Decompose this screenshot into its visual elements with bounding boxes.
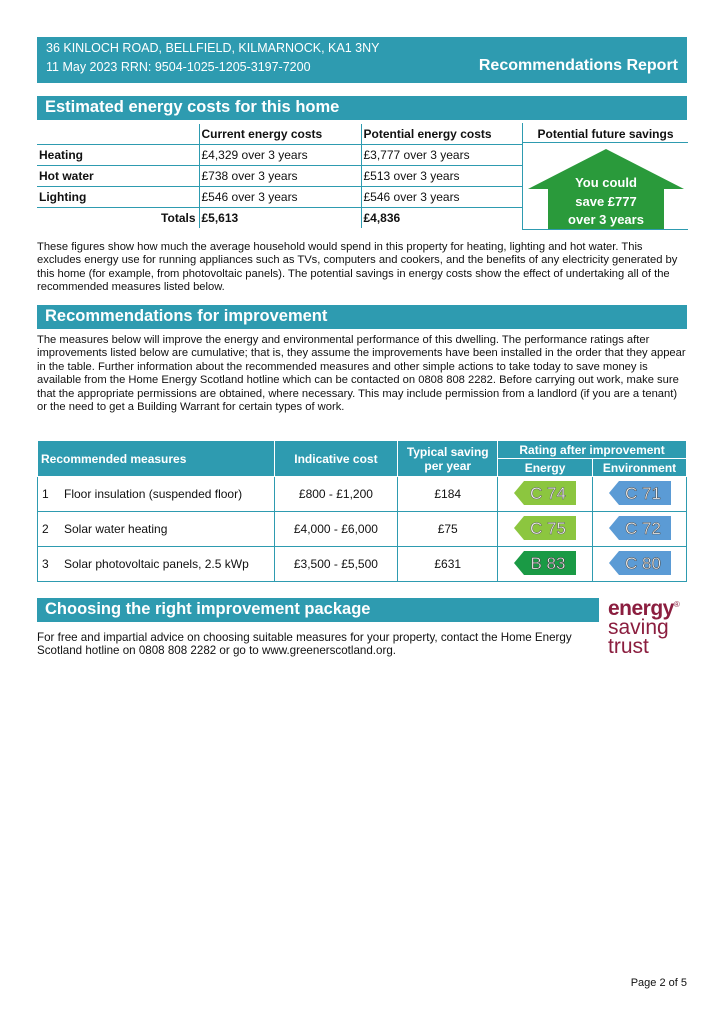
costs-section-title-text: Estimated energy costs for this home bbox=[45, 98, 340, 116]
measure-name: Solar photovoltaic panels, 2.5 kWp bbox=[64, 557, 249, 571]
total-potential: £4,836 bbox=[361, 208, 522, 229]
table-row bbox=[38, 547, 687, 582]
environment-rating-text: C 71 bbox=[624, 483, 661, 503]
table-row bbox=[37, 145, 522, 166]
row-label: Heating bbox=[37, 145, 199, 166]
recommendations-section-title-text: Recommendations for improvement bbox=[45, 307, 328, 325]
energy-rating-text: C 74 bbox=[530, 483, 567, 503]
costs-explanation: These figures show how much the average household would spend in this property for heating, lighting and hot water. This excludes energy use for running appliances such as TVs, computers and cookers, and the benefits of any electricity generated by this home (for example, from photovoltaic panels). The potential savings in energy costs show the effect of undertaking all of the recommended measures listed below. bbox=[37, 241, 678, 294]
col-energy-header: Energy bbox=[498, 459, 593, 477]
row-label: Hot water bbox=[37, 166, 199, 187]
current-cost: £4,329 over 3 years bbox=[199, 145, 361, 166]
table-row bbox=[37, 187, 522, 208]
potential-cost: £513 over 3 years bbox=[361, 166, 522, 187]
report-header bbox=[37, 37, 687, 83]
indicative-cost: £4,000 - £6,000 bbox=[274, 512, 398, 547]
environment-rating-text: C 80 bbox=[624, 553, 661, 573]
environment-rating-badge bbox=[609, 481, 671, 505]
energy-rating-text: C 75 bbox=[530, 518, 567, 538]
col-cost-header: Indicative cost bbox=[274, 441, 398, 477]
table-row bbox=[38, 477, 687, 512]
potential-cost: £546 over 3 years bbox=[361, 187, 522, 208]
page-number: Page 2 of 5 bbox=[630, 977, 687, 989]
potential-cost: £3,777 over 3 years bbox=[361, 145, 522, 166]
indicative-cost: £800 - £1,200 bbox=[274, 477, 398, 512]
energy-saving-trust-logo bbox=[608, 595, 679, 656]
totals-label: Totals bbox=[37, 208, 199, 229]
energy-rating-badge bbox=[514, 481, 576, 505]
environment-rating-badge bbox=[609, 516, 671, 540]
current-cost: £546 over 3 years bbox=[199, 187, 361, 208]
savings-line-2: save £777 bbox=[575, 194, 637, 209]
col-environment-header: Environment bbox=[593, 459, 687, 477]
logo-registered: ® bbox=[673, 600, 680, 609]
typical-saving: £75 bbox=[398, 512, 498, 547]
table-row bbox=[38, 512, 687, 547]
indicative-cost: £3,500 - £5,500 bbox=[274, 547, 398, 582]
savings-line-3: over 3 years bbox=[568, 212, 644, 227]
choosing-section-title bbox=[37, 598, 599, 622]
logo-line-2: saving bbox=[608, 616, 669, 639]
col-current-header: Current energy costs bbox=[199, 124, 361, 145]
measure-number: 3 bbox=[42, 557, 49, 571]
savings-header: Potential future savings bbox=[537, 127, 674, 141]
choosing-section-title-text: Choosing the right improvement package bbox=[45, 600, 371, 618]
measure-number: 2 bbox=[42, 522, 49, 536]
typical-saving: £184 bbox=[398, 477, 498, 512]
logo-line-3: trust bbox=[608, 635, 649, 658]
report-title: Recommendations Report bbox=[478, 57, 678, 74]
measure-number: 1 bbox=[42, 487, 49, 501]
recommendations-section-title bbox=[37, 305, 687, 329]
potential-savings-box bbox=[522, 123, 688, 230]
house-arrow-icon bbox=[528, 149, 684, 229]
savings-line-1: You could bbox=[575, 175, 637, 190]
environment-rating-badge bbox=[609, 551, 671, 575]
date-rrn: 11 May 2023 RRN: 9504-1025-1205-3197-7200 bbox=[46, 60, 311, 74]
col-rating-header: Rating after improvement bbox=[498, 441, 687, 459]
energy-rating-badge bbox=[514, 551, 576, 575]
energy-rating-badge bbox=[514, 516, 576, 540]
energy-rating-text: B 83 bbox=[530, 553, 566, 573]
col-measures-header: Recommended measures bbox=[38, 441, 275, 477]
totals-row bbox=[37, 208, 522, 229]
costs-header-row bbox=[37, 124, 522, 145]
measure-name: Solar water heating bbox=[64, 522, 168, 536]
table-row bbox=[37, 166, 522, 187]
typical-saving: £631 bbox=[398, 547, 498, 582]
total-current: £5,613 bbox=[199, 208, 361, 229]
col-potential-header: Potential energy costs bbox=[361, 124, 522, 145]
choosing-text: For free and impartial advice on choosing suitable measures for your property, contact the Home Energy Scotland hotline on 0808 808 2282 or go to www.greenerscotland.org. bbox=[37, 631, 572, 658]
environment-rating-text: C 72 bbox=[624, 518, 661, 538]
col-saving-header: Typical saving per year bbox=[398, 441, 498, 477]
measure-name: Floor insulation (suspended floor) bbox=[64, 487, 243, 501]
property-address: 36 KINLOCH ROAD, BELLFIELD, KILMARNOCK, KA1 3NY bbox=[46, 41, 380, 55]
recommendations-intro: The measures below will improve the energy and environmental performance of this dwelling. The performance ratings after improvements listed below are cumulative; that is, they assume the improvements have been installed in the order that they appear in the table. Further information about the recommended measures and other simple actions to take today to save money is available from the Home Energy Scotland hotline which can be contacted on 0808 808 2282. Before carrying out work, make sure that the appropriate permissions are obtained, where necessary. This may include permission from a landlord (if you are a tenant) or the need to get a Building Warrant for certain types of work. bbox=[37, 334, 686, 414]
costs-section-title bbox=[37, 96, 687, 120]
logo-line-1: energy bbox=[608, 597, 674, 620]
row-label: Lighting bbox=[37, 187, 199, 208]
recommendations-table bbox=[37, 440, 687, 582]
current-cost: £738 over 3 years bbox=[199, 166, 361, 187]
energy-costs-table bbox=[37, 124, 522, 228]
